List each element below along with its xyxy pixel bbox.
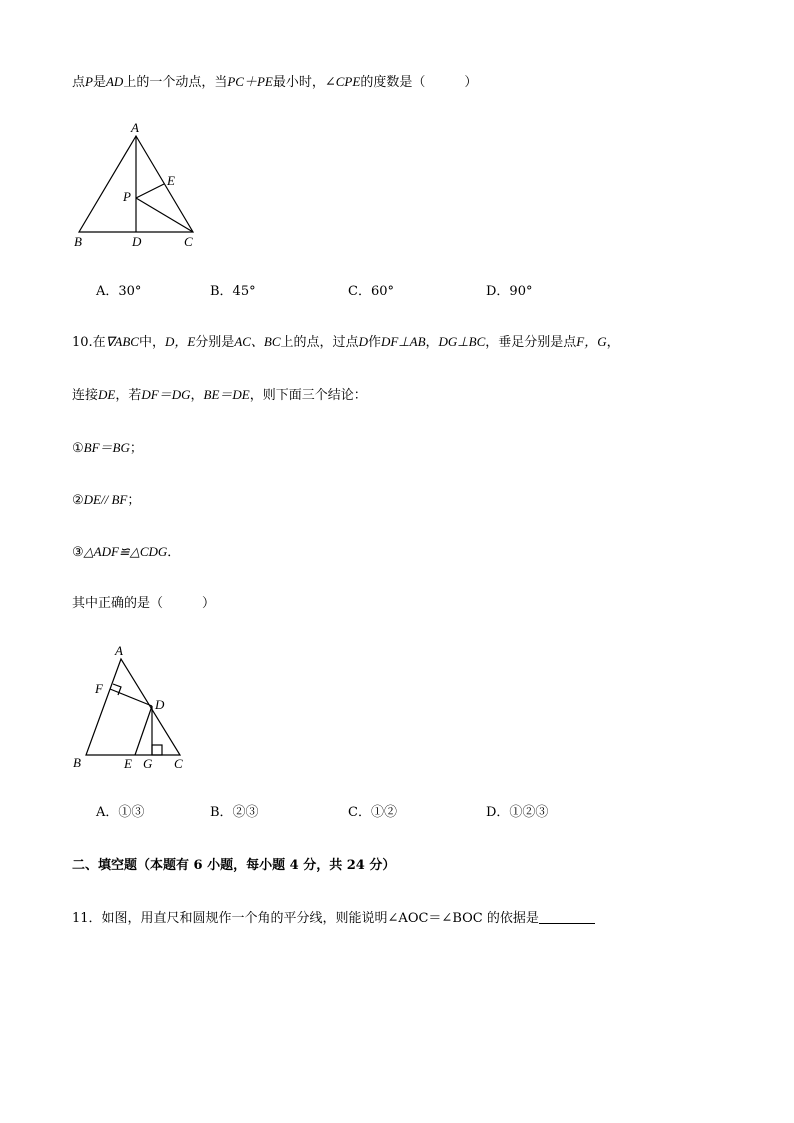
q10-question: 其中正确的是（ ） <box>72 596 216 611</box>
q10-option-b[interactable]: B．②③ <box>210 805 259 820</box>
section-2-heading: 二、填空题（本题有 6 小题，每小题 4 分，共 24 分） <box>72 858 396 873</box>
q9-label-b: B <box>74 234 82 249</box>
q10-label-a: A <box>115 643 123 658</box>
q9-option-d[interactable]: D．90° <box>486 284 533 299</box>
q9-segment-pc <box>136 198 193 232</box>
q10-label-d: D <box>155 697 165 712</box>
q10-option-a[interactable]: A．①③ <box>96 805 145 820</box>
q11-answer-blank[interactable] <box>539 910 595 924</box>
q10-label-c: C <box>174 756 183 771</box>
q10-right-angle-g <box>152 745 162 755</box>
q10-label-e: E <box>124 756 132 771</box>
q10-conclusion-1: ①BF＝BG； <box>72 440 143 456</box>
q9-option-b[interactable]: B．45° <box>210 284 256 299</box>
q9-label-c: C <box>184 234 193 249</box>
q9-label-p: P <box>123 189 131 204</box>
q10-option-c[interactable]: C．①② <box>348 805 397 820</box>
q9-stem: 点P是AD上的一个动点，当PC＋PE最小时，∠CPE的度数是（ ） <box>72 74 478 90</box>
q10-segment-de <box>135 706 152 755</box>
q9-option-c[interactable]: C．60° <box>348 284 394 299</box>
q11-stem: 11．如图，用直尺和圆规作一个角的平分线，则能说明∠AOC＝∠BOC 的依据是 <box>72 910 595 928</box>
q10-label-b: B <box>73 755 81 770</box>
q9-segment-pe <box>136 184 164 198</box>
q9-label-a: A <box>131 120 139 135</box>
q10-right-angle-f <box>113 684 121 695</box>
q9-triangle-abc <box>79 136 193 232</box>
q10-conclusion-2: ②DE// BF； <box>72 492 141 508</box>
q10-option-d[interactable]: D．①②③ <box>486 805 549 820</box>
q9-option-a[interactable]: A．30° <box>96 284 142 299</box>
q10-stem-line1: 10.在∇ABC中，D，E分别是AC、BC上的点，过点D作DF⊥AB，DG⊥BC，垂足分别是点F，G， <box>72 334 620 350</box>
q10-label-f: F <box>95 681 103 696</box>
q9-label-e: E <box>167 173 175 188</box>
q10-conclusion-3: ③△ADF≌△CDG． <box>72 544 181 560</box>
q10-stem-line2: 连接DE，若DF＝DG，BE＝DE，则下面三个结论： <box>72 387 367 403</box>
q10-triangle-abc <box>86 659 180 755</box>
q9-label-d: D <box>132 234 142 249</box>
q10-segment-df <box>110 689 152 706</box>
q10-label-g: G <box>143 756 153 771</box>
